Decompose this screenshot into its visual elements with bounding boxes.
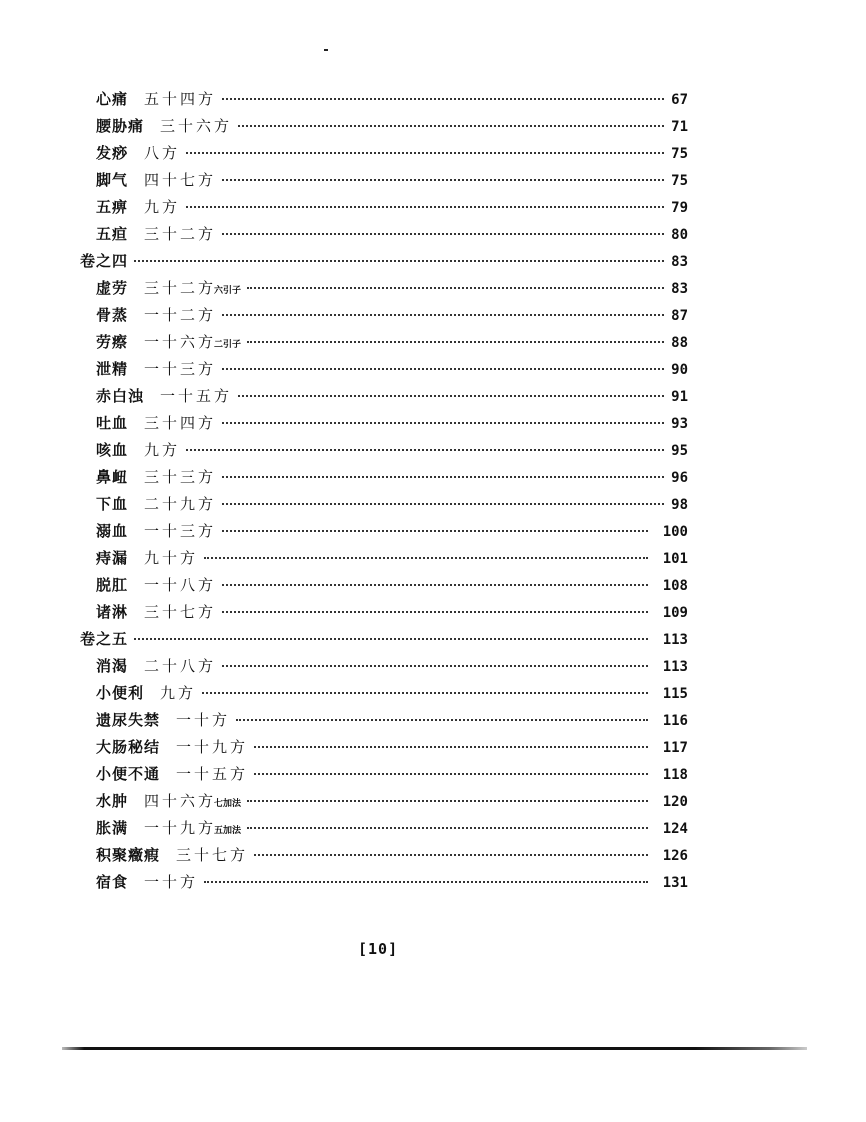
toc-title: 大肠秘结: [96, 738, 161, 756]
toc-page-number: 131: [662, 875, 688, 891]
toc-title: 脱肛: [96, 576, 129, 594]
dot-leader: [134, 628, 648, 640]
toc-page-number: 80: [671, 227, 688, 243]
dot-leader: [186, 142, 664, 154]
toc-page-number: 98: [671, 497, 688, 513]
toc-entry: [80, 86, 688, 113]
toc-title: 心痛: [96, 90, 129, 108]
toc-chapter-heading: [80, 626, 688, 653]
dot-leader: [254, 844, 648, 856]
toc-entry: [80, 302, 688, 329]
dot-leader: [254, 763, 648, 775]
toc-page-number: 93: [671, 416, 688, 432]
dot-leader: [202, 682, 648, 694]
toc-page-number: 118: [662, 767, 688, 783]
toc-entry: [80, 707, 688, 734]
toc-page-number: 67: [671, 92, 688, 108]
toc-page-number: 101: [662, 551, 688, 567]
toc-page-number: 87: [671, 308, 688, 324]
toc-formula-count: 三十三方: [144, 468, 217, 486]
toc-formula-count: 三十四方: [144, 414, 217, 432]
toc-formula-count: 四十六方: [144, 792, 217, 810]
toc-entry: [80, 572, 688, 599]
toc-title: 小便不通: [96, 765, 161, 783]
dot-leader: [204, 871, 648, 883]
toc-page-number: 120: [662, 794, 688, 810]
toc-formula-count: 一十二方: [144, 306, 217, 324]
toc-entry: [80, 167, 688, 194]
toc-formula-count: 一十八方: [144, 576, 217, 594]
dot-leader: [254, 736, 648, 748]
toc-entry: [80, 194, 688, 221]
toc-formula-count: 三十七方: [176, 846, 249, 864]
toc-title: 痔漏: [96, 549, 129, 567]
scan-speck: [324, 49, 328, 51]
toc-formula-count: 八方: [144, 144, 181, 162]
dot-leader: [222, 520, 648, 532]
toc-entry: [80, 815, 688, 842]
toc-title: 诸淋: [96, 603, 129, 621]
toc-entry: [80, 734, 688, 761]
dot-leader: [204, 547, 648, 559]
toc-title: 宿食: [96, 873, 129, 891]
toc-formula-count: 一十九方: [144, 819, 217, 837]
toc-title: 溺血: [96, 522, 129, 540]
toc-title: 小便利: [96, 684, 145, 702]
dot-leader: [134, 250, 664, 262]
dot-leader: [238, 115, 664, 127]
toc-title: 积聚癥瘕: [96, 846, 161, 864]
toc-entry: [80, 140, 688, 167]
dot-leader: [222, 601, 648, 613]
toc-note: 五加法: [214, 826, 242, 836]
toc-page-number: 88: [671, 335, 688, 351]
toc-entry: [80, 545, 688, 572]
toc-entry: [80, 221, 688, 248]
toc-page-number: 71: [671, 119, 688, 135]
toc-title: 胀满: [96, 819, 129, 837]
toc-entry: [80, 437, 688, 464]
toc-page-number: 83: [671, 281, 688, 297]
toc-title: 劳瘵: [96, 333, 129, 351]
toc-entry: [80, 788, 688, 815]
toc-title: 发痧: [96, 144, 129, 162]
toc-page-number: 126: [662, 848, 688, 864]
toc-formula-count: 三十七方: [144, 603, 217, 621]
toc-entry: [80, 599, 688, 626]
toc-title: 鼻衄: [96, 468, 129, 486]
dot-leader: [222, 304, 664, 316]
toc-formula-count: 五十四方: [144, 90, 217, 108]
toc-entry: [80, 653, 688, 680]
dot-leader: [247, 817, 648, 829]
dot-leader: [222, 412, 664, 424]
toc-formula-count: 一十五方: [176, 765, 249, 783]
toc-page-number: 75: [671, 173, 688, 189]
dot-leader: [236, 709, 648, 721]
toc-page-number: 96: [671, 470, 688, 486]
toc-entry: [80, 464, 688, 491]
toc-title: 赤白浊: [96, 387, 145, 405]
toc-title: 下血: [96, 495, 129, 513]
bottom-rule: [62, 1047, 807, 1050]
toc-entry: [80, 680, 688, 707]
toc-page-number: 83: [671, 254, 688, 270]
toc-formula-count: 九方: [160, 684, 197, 702]
toc-entry: [80, 383, 688, 410]
dot-leader: [222, 655, 648, 667]
dot-leader: [222, 88, 664, 100]
dot-leader: [222, 466, 664, 478]
toc-title: 遗尿失禁: [96, 711, 161, 729]
toc-entry: [80, 869, 688, 896]
toc-title: 卷之四: [80, 252, 129, 270]
dot-leader: [186, 196, 664, 208]
toc-entry: [80, 329, 688, 356]
toc-formula-count: 一十方: [144, 873, 199, 891]
toc-title: 吐血: [96, 414, 129, 432]
toc-page-number: 108: [662, 578, 688, 594]
table-of-contents: [80, 86, 688, 896]
toc-entry: [80, 842, 688, 869]
toc-formula-count: 二十八方: [144, 657, 217, 675]
toc-formula-count: 一十六方: [144, 333, 217, 351]
toc-entry: [80, 275, 688, 302]
toc-entry: [80, 356, 688, 383]
toc-title: 咳血: [96, 441, 129, 459]
dot-leader: [247, 331, 664, 343]
dot-leader: [222, 574, 648, 586]
toc-page-number: 115: [662, 686, 688, 702]
dot-leader: [222, 358, 664, 370]
toc-note: 六引子: [214, 286, 242, 296]
toc-title: 消渴: [96, 657, 129, 675]
toc-page-number: 124: [662, 821, 688, 837]
toc-title: 五疸: [96, 225, 129, 243]
toc-title: 水肿: [96, 792, 129, 810]
toc-formula-count: 三十六方: [160, 117, 233, 135]
dot-leader: [222, 223, 664, 235]
dot-leader: [186, 439, 664, 451]
toc-entry: [80, 113, 688, 140]
toc-title: 五痹: [96, 198, 129, 216]
toc-formula-count: 一十三方: [144, 360, 217, 378]
toc-page-number: 109: [662, 605, 688, 621]
toc-page-number: 75: [671, 146, 688, 162]
toc-entry: [80, 518, 688, 545]
toc-entry: [80, 491, 688, 518]
toc-title: 泄精: [96, 360, 129, 378]
toc-title: 虚劳: [96, 279, 129, 297]
toc-formula-count: 一十方: [176, 711, 231, 729]
toc-page-number: 79: [671, 200, 688, 216]
toc-formula-count: 三十二方: [144, 225, 217, 243]
toc-page-number: 113: [662, 659, 688, 675]
dot-leader: [238, 385, 664, 397]
toc-formula-count: 一十九方: [176, 738, 249, 756]
toc-entry: [80, 761, 688, 788]
toc-page-number: 91: [671, 389, 688, 405]
toc-note: 二引子: [214, 340, 242, 350]
toc-page-number: 117: [662, 740, 688, 756]
toc-formula-count: 九方: [144, 198, 181, 216]
toc-note: 七加法: [214, 799, 242, 809]
toc-title: 骨蒸: [96, 306, 129, 324]
page-folio: [10]: [358, 940, 399, 958]
toc-formula-count: 二十九方: [144, 495, 217, 513]
dot-leader: [222, 169, 664, 181]
toc-title: 脚气: [96, 171, 129, 189]
toc-entry: [80, 410, 688, 437]
toc-formula-count: 一十五方: [160, 387, 233, 405]
toc-title: 卷之五: [80, 630, 129, 648]
toc-title: 腰胁痛: [96, 117, 145, 135]
dot-leader: [247, 277, 664, 289]
toc-page-number: 95: [671, 443, 688, 459]
toc-formula-count: 九十方: [144, 549, 199, 567]
toc-formula-count: 一十三方: [144, 522, 217, 540]
toc-page-number: 100: [662, 524, 688, 540]
toc-page-number: 113: [662, 632, 688, 648]
toc-chapter-heading: [80, 248, 688, 275]
toc-formula-count: 四十七方: [144, 171, 217, 189]
toc-page-number: 90: [671, 362, 688, 378]
toc-formula-count: 三十二方: [144, 279, 217, 297]
dot-leader: [222, 493, 664, 505]
toc-page-number: 116: [662, 713, 688, 729]
toc-formula-count: 九方: [144, 441, 181, 459]
dot-leader: [247, 790, 648, 802]
